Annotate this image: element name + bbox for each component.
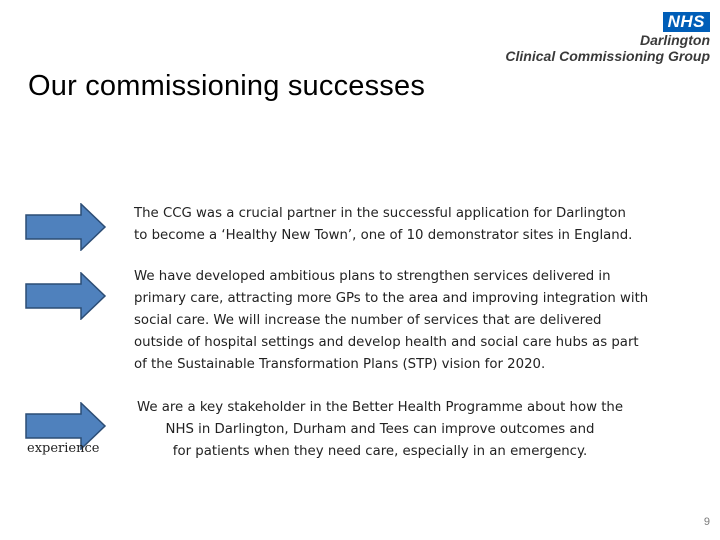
success-item-3-line: NHS in Darlington, Durham and Tees can improve outcomes and — [165, 422, 595, 437]
side-label: experience — [27, 441, 100, 456]
page-number: 9 — [703, 516, 710, 528]
logo-line-2: Clinical Commissioning Group — [505, 48, 710, 64]
success-item-2 — [134, 266, 648, 376]
success-item-2-line: primary care, attracting more GPs to the area and improving integration with — [134, 291, 649, 306]
success-item-1-line: to become a ‘Healthy New Town’, one of 10 demonstrator sites in England. — [134, 228, 633, 243]
slide-title: Our commissioning successes — [28, 70, 426, 102]
success-item-2-line: We have developed ambitious plans to strengthen services delivered in — [134, 269, 611, 284]
arrow-right-icon — [25, 272, 107, 320]
success-item-3-line: for patients when they need care, especially in an emergency. — [172, 444, 588, 459]
success-item-3 — [90, 397, 670, 463]
success-item-2-line: of the Sustainable Transformation Plans (STP) vision for 2020. — [134, 357, 546, 372]
success-item-1-line: The CCG was a crucial partner in the successful application for Darlington — [134, 206, 626, 221]
nhs-badge: NHS — [663, 12, 710, 32]
success-item-1 — [134, 203, 632, 247]
logo-line-1: Darlington — [640, 32, 710, 48]
nhs-logo — [505, 12, 710, 64]
arrow-right-icon — [25, 203, 107, 251]
success-item-3-line: We are a key stakeholder in the Better Health Programme about how the — [136, 400, 624, 415]
success-item-2-line: outside of hospital settings and develop health and social care hubs as part — [134, 335, 639, 350]
success-item-2-line: social care. We will increase the number of services that are delivered — [134, 313, 602, 328]
